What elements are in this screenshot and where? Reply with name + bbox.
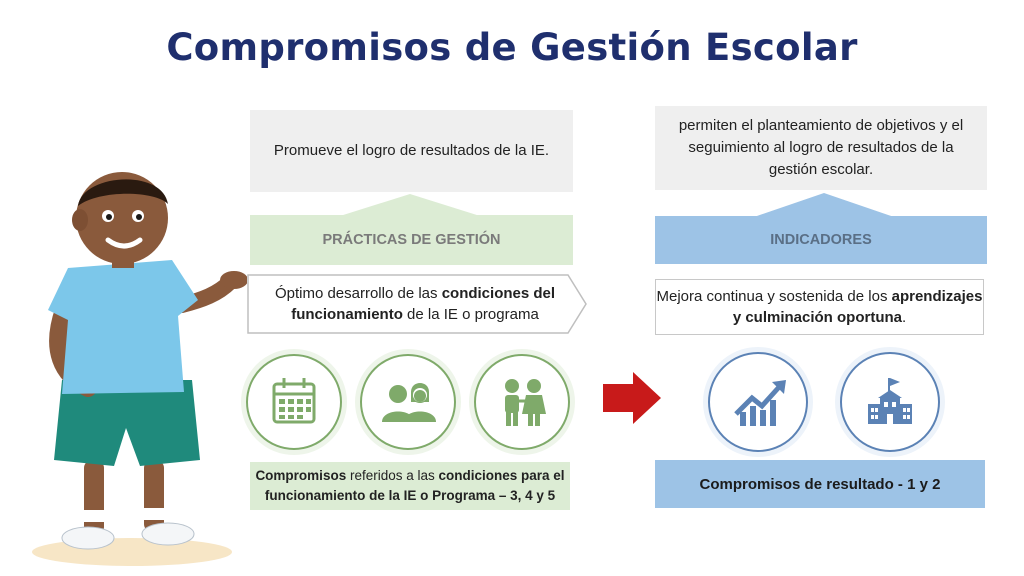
people-circle bbox=[360, 354, 456, 450]
left-connector bbox=[340, 192, 480, 216]
school-circle bbox=[840, 352, 940, 452]
calendar-icon bbox=[248, 356, 340, 448]
page-title: Compromisos de Gestión Escolar bbox=[166, 26, 858, 69]
right-header: INDICADORES bbox=[655, 216, 987, 264]
right-description: Mejora continua y sostenida de los aprendizajes y culminación oportuna. bbox=[655, 279, 984, 335]
children-icon bbox=[476, 356, 568, 448]
children-circle bbox=[474, 354, 570, 450]
people-icon bbox=[362, 356, 454, 448]
left-caption: Compromisos referidos a las condiciones para el funcionamiento de la IE o Programa – 3, 4 y 5 bbox=[250, 462, 570, 510]
left-top-box: Promueve el logro de resultados de la IE. bbox=[250, 110, 573, 192]
right-connector bbox=[754, 191, 894, 217]
growth-chart-icon bbox=[710, 354, 806, 450]
school-icon bbox=[842, 354, 938, 450]
arrow-right-icon bbox=[603, 372, 663, 424]
right-caption: Compromisos de resultado - 1 y 2 bbox=[655, 460, 985, 508]
left-header: PRÁCTICAS DE GESTIÓN bbox=[250, 215, 573, 265]
child-illustration bbox=[22, 160, 247, 570]
calendar-circle bbox=[246, 354, 342, 450]
growth-circle bbox=[708, 352, 808, 452]
left-description: Óptimo desarrollo de las condiciones del funcionamiento de la IE o programa bbox=[274, 285, 556, 323]
right-top-box: permiten el planteamiento de objetivos y el seguimiento al logro de resultados de la gestión escolar. bbox=[655, 106, 987, 190]
